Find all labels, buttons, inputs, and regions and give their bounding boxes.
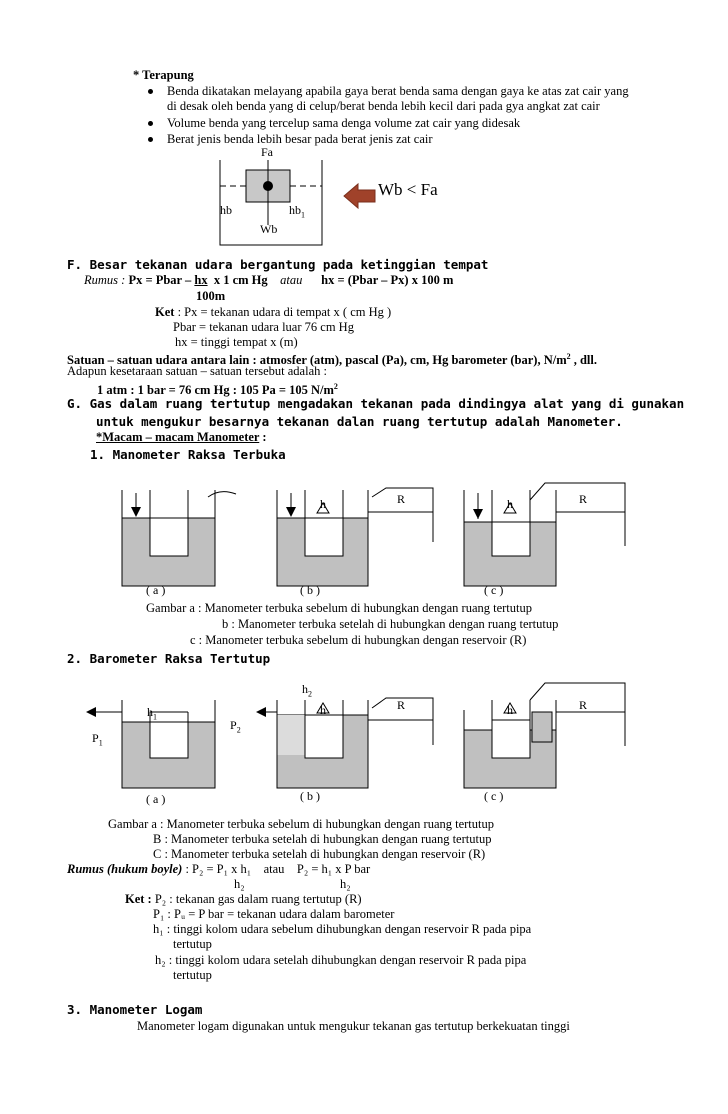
label-fa: Fa xyxy=(261,145,273,159)
manometer-open-b xyxy=(277,488,433,586)
ket-line-2: Pbar = tekanan udara luar 76 cm Hg xyxy=(173,320,354,334)
label-c2: ( c ) xyxy=(484,789,504,803)
macam-heading: *Macam – macam Manometer : xyxy=(96,430,267,444)
label-h2: $h_2$ xyxy=(302,682,312,699)
label-h-b: h xyxy=(320,497,326,511)
ket2-line-4: tertutup xyxy=(173,937,212,951)
section-g-heading: G. Gas dalam ruang tertutup mengadakan tekanan pada dindingya alat yang di gunakan xyxy=(67,396,685,411)
arrow-left-icon xyxy=(86,707,96,717)
ket2-line-2: P₁ : Pᵤ = P bar = tekanan udara dalam barometer xyxy=(153,907,395,921)
relation-text: Wb < Fa xyxy=(378,180,438,199)
label-b: ( b ) xyxy=(300,583,320,597)
section-3-body: Manometer logam digunakan untuk mengukur tekanan gas tertutup berkekuatan tinggi xyxy=(137,1019,570,1033)
label-h-b2: h xyxy=(320,703,326,717)
barometer-closed-c xyxy=(464,683,625,788)
satuan-line: Satuan – satuan udara antara lain : atmosfer (atm), pascal (Pa), cm, Hg barometer (bar), $N/m^2$ , dll. xyxy=(67,352,598,368)
ket-line-1: Ket : Px = tekanan udara di tempat x ( cm Hg ) xyxy=(155,305,392,319)
manometer-open-a xyxy=(122,490,236,586)
section-3-heading: 3. Manometer Logam xyxy=(67,1002,203,1017)
label-a: ( a ) xyxy=(146,583,166,597)
formula-denominator: 100m xyxy=(196,289,226,303)
label-h1: $h_1$ xyxy=(147,705,157,722)
label-p2: $P_2$ xyxy=(230,718,241,735)
terapung-bullet-3: Berat jenis benda lebih besar pada berat jenis zat cair xyxy=(167,132,433,146)
ket2-line-5: h₂ : tinggi kolom udara setelah dihubungkan dengan reservoir R pada pipa xyxy=(155,953,527,967)
terapung-bullet-1: Benda dikatakan melayang apabila gaya berat benda sama dengan gaya ke atas zat cair yang xyxy=(167,84,629,98)
label-hb1: $hb_1$ xyxy=(289,203,305,220)
barometer-closed-b xyxy=(256,698,433,788)
label-h-c2: h xyxy=(507,703,513,717)
arrow-left-icon xyxy=(256,707,266,717)
equivalence-line: 1 atm : 1 bar = 76 cm Hg : 105 Pa = 105 $N/m^2$ xyxy=(97,382,338,398)
label-p1: $P_1$ xyxy=(92,731,103,748)
label-r-b: R xyxy=(397,492,406,506)
boyle-denominator-1: h₂ xyxy=(234,877,245,891)
kesetaraan-line: Adapun kesetaraan satuan – satuan tersebut adalah : xyxy=(67,364,327,378)
label-b2: ( b ) xyxy=(300,789,320,803)
boyle-denominator-2: h₂ xyxy=(340,877,351,891)
label-hb: hb xyxy=(220,203,232,217)
terapung-heading: * Terapung xyxy=(133,68,194,82)
caption-c: c : Manometer terbuka sebelum di hubungkan dengan reservoir (R) xyxy=(190,633,527,647)
boyle-formula: Rumus (hukum boyle) : P₂ = P₁ x h₁ atau P₂ = h₁ x P bar xyxy=(67,862,371,876)
formula-line: Rumus : Px = Pbar – hx x 1 cm Hg atau hx = (Pbar – Px) x 100 m xyxy=(84,273,454,287)
caption-a: Gambar a : Manometer terbuka sebelum di hubungkan dengan ruang tertutup xyxy=(146,601,532,615)
ket-line-3: hx = tinggi tempat x (m) xyxy=(175,335,298,349)
section-2-heading: 2. Barometer Raksa Tertutup xyxy=(67,651,271,666)
terapung-bullet-1-cont: di desak oleh benda yang di celup/berat benda lebih kecil dari pada gya angkat zat cair xyxy=(167,99,600,113)
caption-b: b : Manometer terbuka setelah di hubungkan dengan ruang tertutup xyxy=(222,617,559,631)
section-f-heading: F. Besar tekanan udara bergantung pada ketinggian tempat xyxy=(67,257,489,272)
ket2-line-6: tertutup xyxy=(173,968,212,982)
label-h-c: h xyxy=(507,497,513,511)
item-1-heading: 1. Manometer Raksa Terbuka xyxy=(90,447,286,462)
label-c: ( c ) xyxy=(484,583,504,597)
ket2-line-3: h₁ : tinggi kolom udara sebelum dihubungkan dengan reservoir R pada pipa xyxy=(153,922,532,936)
manometer-open-c xyxy=(464,483,625,586)
section-g-heading-cont: untuk mengukur besarnya tekanan dalan ruang tertutup adalah Manometer. xyxy=(96,414,623,429)
terapung-bullet-2: Volume benda yang tercelup sama denga volume zat cair yang didesak xyxy=(167,116,521,130)
label-r-b2: R xyxy=(397,698,406,712)
caption2-b: B : Manometer terbuka setelah di hubungkan dengan ruang tertutup xyxy=(153,832,492,846)
ket2-line-1: Ket : P₂ : tekanan gas dalam ruang tertutup (R) xyxy=(125,892,362,906)
caption2-c: C : Manometer terbuka setelah di hubungkan dengan reservoir (R) xyxy=(153,847,486,861)
label-a2: ( a ) xyxy=(146,792,166,806)
label-r-c: R xyxy=(579,492,588,506)
label-wb: Wb xyxy=(260,222,278,236)
caption2-a: Gambar a : Manometer terbuka sebelum di hubungkan dengan ruang tertutup xyxy=(108,817,494,831)
arrow-left-icon xyxy=(344,184,375,208)
label-r-c2: R xyxy=(579,698,588,712)
